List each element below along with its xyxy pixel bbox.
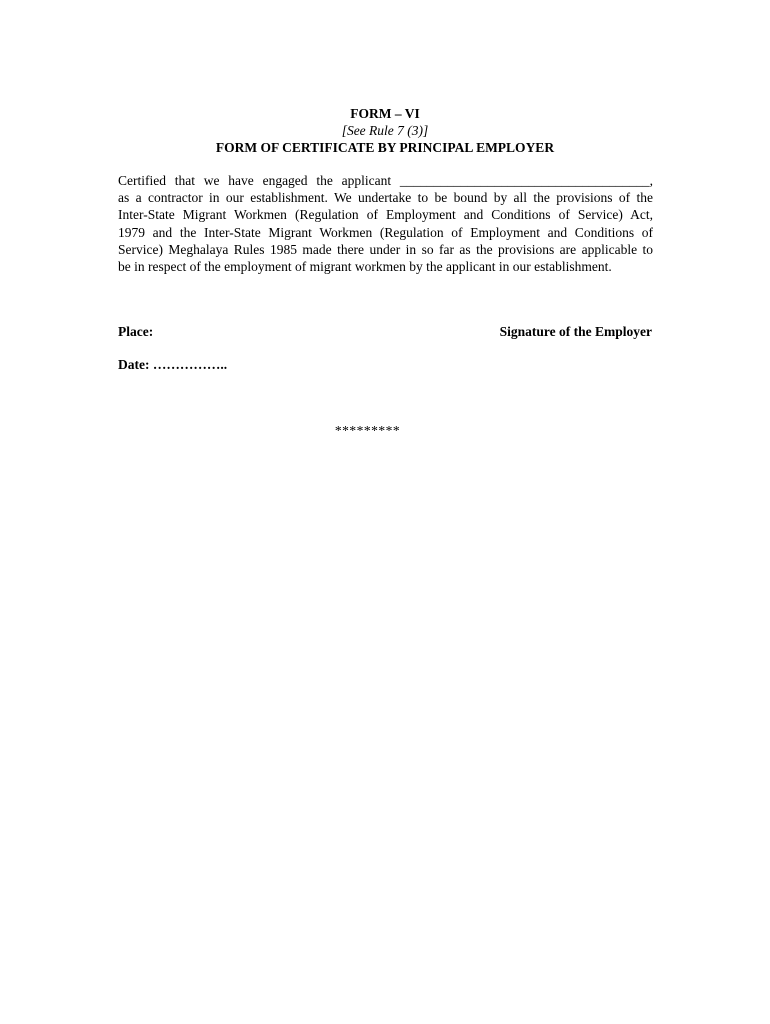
- body-line: be in respect of the employment of migrant workmen by the applicant in our establishment.: [118, 259, 612, 275]
- end-marker: *********: [334, 423, 401, 438]
- date-label: Date: ……………..: [118, 357, 228, 372]
- body-line: Service) Meghalaya Rules 1985 made there under in so far as the provisions are applicable to: [118, 241, 653, 257]
- certificate-body: [118, 172, 653, 275]
- body-line: Inter-State Migrant Workmen (Regulation of Employment and Conditions of Service) Act,: [118, 207, 653, 223]
- form-heading: FORM OF CERTIFICATE BY PRINCIPAL EMPLOYER: [215, 140, 555, 155]
- rule-reference: [See Rule 7 (3)]: [341, 123, 429, 138]
- body-line: 1979 and the Inter-State Migrant Workmen (Regulation of Employment and Conditions of: [118, 224, 653, 240]
- signature-label: Signature of the Employer: [499, 324, 652, 339]
- form-number: FORM – VI: [350, 106, 420, 121]
- body-line: Certified that we have engaged the applicant _____________________________________,: [118, 173, 653, 188]
- place-label: Place:: [118, 324, 154, 339]
- body-line: as a contractor in our establishment. We undertake to be bound by all the provisions of the: [118, 190, 653, 206]
